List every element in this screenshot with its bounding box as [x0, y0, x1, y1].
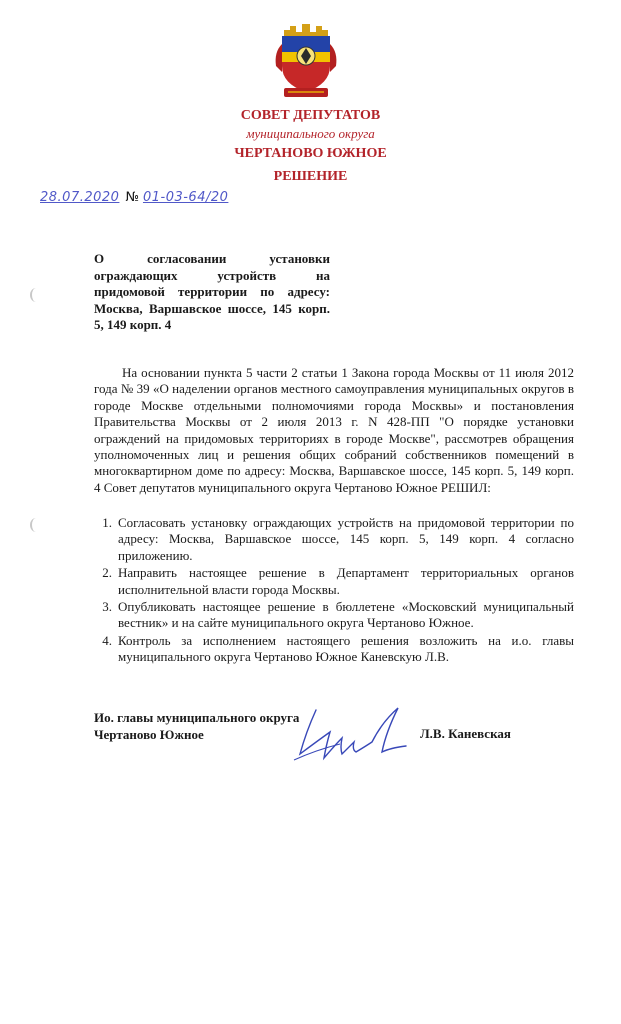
signatory-name: Л.В. Каневская [420, 726, 511, 741]
handwritten-signature [286, 702, 416, 772]
item-text: Согласовать установку ограждающих устройств на придомовой территории по адресу: Москва, Варшавское шоссе, 145 корп. 5, 149 корп. 4 согласно приложению. [118, 515, 574, 563]
item-text: Опубликовать настоящее решение в бюллетене «Московский муниципальный вестник» и на сайте муниципального округа Чертаново Южное. [118, 599, 574, 631]
list-item [94, 515, 574, 564]
list-item [94, 599, 574, 632]
signatory-title-line2: Чертаново Южное [94, 727, 204, 742]
item-number: 4. [102, 632, 112, 648]
punch-hole-mark [30, 288, 42, 302]
okrug-subtitle: муниципального округа [246, 126, 375, 141]
number-sign: № [125, 190, 139, 205]
punch-hole-mark [30, 518, 42, 532]
document-number-line [40, 190, 228, 205]
decision-subject: О согласовании установки ограждающих устройств на придомовой территории по адресу: Москва, Варшавское шоссе, 145 корп. 5, 149 корп. 4 [94, 251, 330, 332]
item-number: 1. [102, 515, 112, 530]
document-type-title: РЕШЕНИЕ [273, 169, 348, 184]
item-number: 3. [102, 599, 112, 615]
document-date: 28.07.2020 [40, 190, 120, 205]
item-number: 2. [102, 565, 112, 581]
document-number: 01-03-64/20 [142, 190, 229, 205]
council-title: СОВЕТ ДЕПУТАТОВ [240, 108, 381, 123]
item-text: Направить настоящее решение в Департамент территориальных органов исполнительной власти города Москвы. [118, 565, 574, 597]
district-title: ЧЕРТАНОВО ЮЖНОЕ [234, 146, 387, 161]
decision-items-list [94, 515, 574, 667]
list-item [94, 565, 574, 598]
signatory-title-line1: Ио. главы муниципального округа [94, 710, 300, 725]
preamble-paragraph: На основании пункта 5 части 2 статьи 1 Закона города Москвы от 11 июля 2012 года № 39 «О наделении органов местного самоуправления муниципальных округов в городе Москве отдельными полномочиями города Москвы» и постановления Правительства Москвы от 2 июля 2013 г. N 428-ПП "О порядке установки ограждений на придомовых территориях в городе Москве", рассмотрев обращения уполномоченных лиц и решения общих собраний собственников помещений в многоквартирном доме по адресу: Москва, Варшавское шоссе, 145 корп. 5, 149 корп. 4 Совет депутатов муниципального округа Чертаново Южное РЕШИЛ: [94, 365, 574, 495]
coat-of-arms-emblem [270, 22, 342, 100]
item-text: Контроль за исполнением настоящего решения возложить на и.о. главы муниципального округа Чертаново Южное Каневскую Л.В. [118, 632, 574, 665]
list-item [94, 633, 574, 666]
